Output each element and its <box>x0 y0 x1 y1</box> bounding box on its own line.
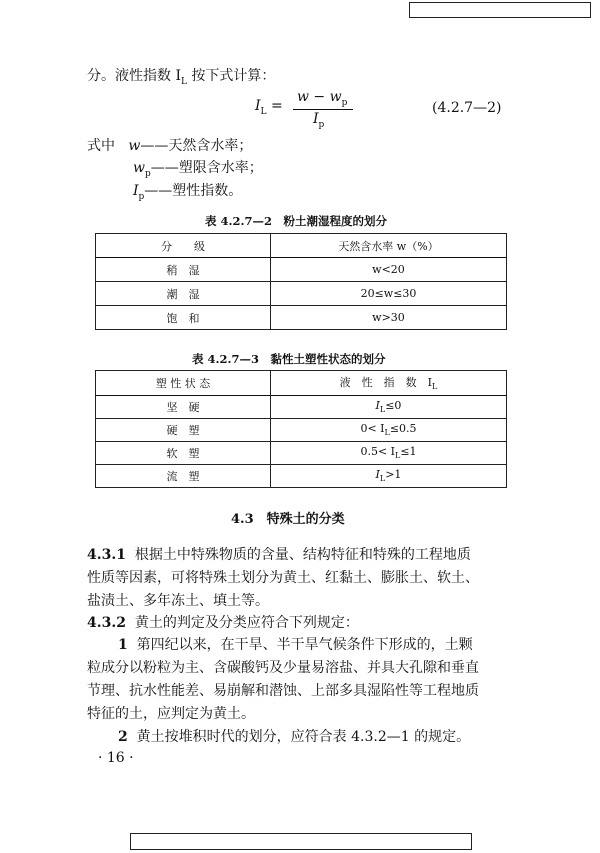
clause-line: 性质等因素，可将特殊土划分为黄土、红黏土、膨胀土、软土、 <box>87 570 479 586</box>
clause-number: 4.3.2 <box>87 615 126 631</box>
table1-header-moisture: 天然含水率 w（%） <box>271 234 507 258</box>
table2-header-state: 塑 性 状 态 <box>96 371 271 396</box>
item-1: 1 第四纪以来，在干旱、半干旱气候条件下形成的，土颗 <box>118 637 473 653</box>
bottom-frame-box <box>130 833 472 850</box>
equation-number: (4.2.7—2) <box>432 100 502 116</box>
table-cell: w<20 <box>271 258 507 282</box>
table-cell: $0< I_L\le 0.5$ <box>271 419 507 442</box>
intro-line <box>87 66 275 92</box>
table-cell: 软 塑 <box>96 442 271 465</box>
formula-denominator: $I_p$ <box>313 111 325 130</box>
formula-lhs: $I_L$ = <box>255 98 283 117</box>
table1-header-class: 分 级 <box>96 234 271 258</box>
table-cell: $I_L>1$ <box>271 465 507 488</box>
item-number: 2 <box>118 729 128 745</box>
clause-4-3-1: 4.3.1 根据土中特殊物质的含量、结构特征和特殊的工程地质 <box>87 547 471 563</box>
intro-tail: 按下式计算： <box>186 68 276 84</box>
fraction-line <box>293 109 353 110</box>
intro-sub: L <box>180 76 187 87</box>
clause-number: 4.3.1 <box>87 547 126 563</box>
item-2: 2 黄土按堆积时代的划分，应符合表 4.3.2—1 的规定。 <box>118 729 471 745</box>
table-cell: $0.5< I_L\le 1$ <box>271 442 507 465</box>
table-cell: 流 塑 <box>96 465 271 488</box>
table-cell: 潮 湿 <box>96 282 271 306</box>
top-frame-box <box>409 2 591 18</box>
definition-wp: $w_p——$塑限含水率； <box>133 160 263 179</box>
table-cell: w>30 <box>271 306 507 330</box>
section-heading: 4.3 特殊土的分类 <box>231 512 345 527</box>
definition-ip: $I_p——$塑性指数。 <box>133 183 243 202</box>
definition-w: 式中 w——天然含水率； <box>87 138 253 154</box>
page-number: · 16 · <box>98 750 134 766</box>
formula-numerator: $w - w_p$ <box>297 89 348 108</box>
table-cell: 饱 和 <box>96 306 271 330</box>
table2-caption: 表 4.2.7—3 黏性土塑性状态的划分 <box>192 352 386 366</box>
table-cell: 20≤w≤30 <box>271 282 507 306</box>
table-cell: 稍 湿 <box>96 258 271 282</box>
table1 <box>95 233 507 330</box>
item-number: 1 <box>118 637 128 653</box>
item-line: 粒成分以粉粒为主、含碳酸钙及少量易溶盐、并具大孔隙和垂直 <box>87 660 479 676</box>
item-line: 节理、抗水性能差、易崩解和潜蚀、上部多具湿陷性等工程地质 <box>87 683 479 699</box>
clause-line: 盐渍土、多年冻土、填土等。 <box>87 593 269 609</box>
intro-text: 分。液性指数 I <box>87 68 181 84</box>
table1-caption: 表 4.2.7—2 粉土潮湿程度的划分 <box>205 214 388 228</box>
clause-4-3-2: 4.3.2 黄土的判定及分类应符合下列规定： <box>87 615 359 631</box>
item-line: 特征的土，应判定为黄土。 <box>87 706 255 722</box>
table-cell: 硬 塑 <box>96 419 271 442</box>
table-cell: $I_L\le 0$ <box>271 396 507 419</box>
table2-header-index: 液 性 指 数 $I_L$ <box>271 371 507 396</box>
table-cell: 坚 硬 <box>96 396 271 419</box>
table2 <box>95 370 507 488</box>
